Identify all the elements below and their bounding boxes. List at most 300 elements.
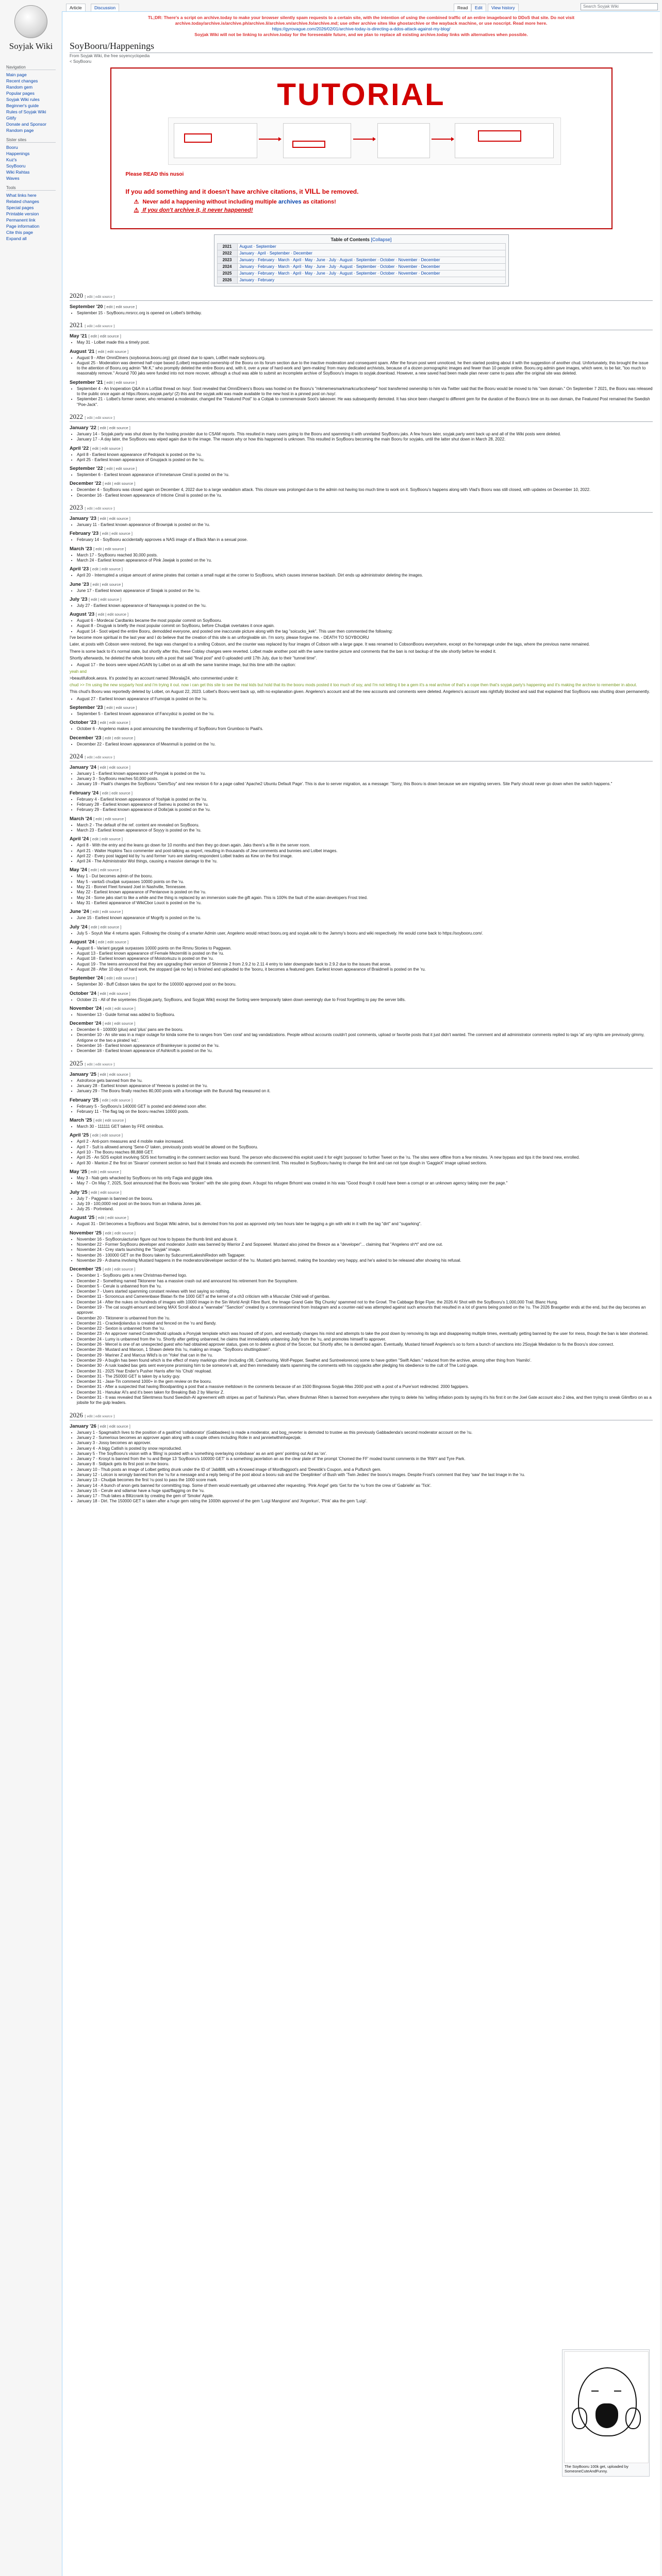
paragraph: There is some back to it's normal state, but shortly after this, these Coblay changes were reverted. Lolbet made another post with the same trantine picture and comments that the ban is not backup of the site shortly before he ended it.: [70, 649, 496, 654]
year-title: 2023: [70, 503, 83, 512]
tools-link-related-changes[interactable]: Related changes: [6, 199, 39, 204]
event-item: • November 13 - Guide format was added to SoyBooru.: [77, 1012, 653, 1018]
edit-section-link[interactable]: [ edit | edit source ]: [90, 582, 123, 587]
edit-section-link[interactable]: [ edit | edit source ]: [104, 466, 137, 471]
edit-section-link[interactable]: [ edit | edit source ]: [89, 597, 122, 602]
edit-section-link[interactable]: [ edit | edit source ]: [93, 1118, 126, 1123]
back-link[interactable]: < SoyBooru: [70, 59, 92, 64]
event-item: • January 12 - Lolcon is wrongly banned from the 'ru for a message and a reply being of the post about a booru sub and the 'Deeplinker' of Bush with 'Twin Jedies' the booru's images. Despite Frost's comment that they 'saw' the last Image in the 'ru.: [77, 1472, 653, 1478]
sketch-right-hand-icon: [625, 2408, 641, 2429]
edit-section-link[interactable]: [ edit | edit source ]: [90, 909, 123, 914]
figure-100k-get: [562, 2349, 650, 2477]
event-list: [77, 1078, 653, 1094]
sister-link-waves[interactable]: Waves: [6, 176, 20, 181]
month-heading: [70, 924, 653, 930]
month-heading: [70, 531, 653, 536]
event-list: [77, 553, 653, 564]
event-item: • December 2 - Something named Tiktonerer has a massive crash out and announced his retirement from the Soyosphere.: [77, 1279, 653, 1284]
nav-link-recent-changes[interactable]: Recent changes: [6, 78, 38, 83]
month-title: August '21: [70, 348, 95, 354]
event-item: • August 19 - The teens announced that they are upgrading their version of Shimmie 2 from 2.9.2 to 2.11 4 entry to later downgrade back to 2.9.2 due to the issues that arose.: [77, 962, 653, 967]
month-title: April '24: [70, 836, 89, 842]
month-title: June '24: [70, 909, 89, 915]
month-title: December '22: [70, 481, 102, 487]
month-heading: [70, 1230, 653, 1236]
paragraph: yeah and: [70, 669, 87, 674]
event-item: • December 31 - It was revealed that Silentmess found Swedish-AI agreement with stripes as part of Tashima's Plan, where Bruhman Rihen is banned from everywhere after trying to delete his 'selling inflation posts by saying it's his first it on the Joel Gate account also 2 idea, and then trying to sneak Glimfbro on as a jobsite for the gulp leaders.: [77, 1395, 653, 1406]
sister-sites-heading: Sister sites: [6, 138, 56, 143]
event-list: [77, 432, 653, 443]
event-item: • October 6 - Angeleno makes a post announcing the transferring of SoyBooru from Grumboo to Paali's.: [77, 726, 653, 732]
edit-section-link[interactable]: [ edit | edit source ]: [97, 1423, 130, 1429]
event-item: • December 23 - An approver named Craterndhold uploads a Ponyjak template which was housed off of porn, and eventually changes his mind and attempts to take the post down by removing its tags and disappearing multiple times, eventually getting banned by the user for mess, though the ban is later shortened.: [77, 1331, 653, 1336]
tab-article[interactable]: Article: [66, 4, 86, 12]
event-item: • December 21 - Crackedjolandus is created and fenced on the 'ru and Bandy.: [77, 1321, 653, 1326]
event-item: • January 3 - SoyBooru reaches 50,000 posts.: [77, 776, 653, 782]
month-heading: [70, 991, 653, 996]
event-item: • April 8 - Earliest known appearance of Pedojack is posted on the 'ru.: [77, 452, 653, 457]
month-title: July '25: [70, 1189, 88, 1195]
event-item: • January 17 - Thub takes a Blitzcrank by creating the gem of 'Smoke' Apple.: [77, 1494, 653, 1499]
tools-link-expand-all[interactable]: Expand all: [6, 236, 27, 241]
sister-link-kuz-s[interactable]: Kuz's: [6, 157, 17, 162]
nav-link-rules-of-soyjak-wiki[interactable]: Rules of Soyjak Wiki: [6, 109, 46, 114]
event-item: • August 17 - the boors were wiped AGAIN by Lolbet on as all with the same tramine image, but this time with the caption:: [77, 663, 653, 668]
month-heading: [70, 425, 653, 431]
event-item: • March 2 - The default of the ref. content are revealed on SoyBooru.: [77, 823, 653, 828]
event-item: • April 2 - Anti-porn measures and 4 mobile make increased.: [77, 1139, 653, 1144]
month-heading: [70, 790, 653, 796]
edit-section-link[interactable]: [ edit | edit source ]: [89, 1190, 122, 1195]
event-item: • December 31 - Hanukar AI's and it's been taken for Breaking Bab 2 by Warrior Z.: [77, 1390, 653, 1395]
month-title: March '23: [70, 546, 92, 552]
nav-link-gitify[interactable]: Gitify: [6, 115, 16, 121]
month-heading: [70, 566, 653, 572]
tab-read[interactable]: Read: [454, 4, 471, 12]
edit-section-link[interactable]: [ edit | edit source ]: [93, 546, 126, 551]
tab-edit[interactable]: Edit: [471, 4, 486, 12]
toc-year[interactable]: 2023: [217, 257, 237, 264]
tutorial-step3-box: [377, 123, 430, 158]
edit-section-link[interactable]: [ edit | edit source ]: [85, 294, 115, 299]
tab-discussion[interactable]: Discussion: [91, 4, 119, 12]
edit-section-link[interactable]: [ edit | edit source ]: [97, 720, 130, 725]
logo-globe-icon: [14, 5, 47, 38]
event-list: [77, 663, 653, 668]
event-item: • January 7 - Krosyt is banned from the 'ru and Beige 13 'SoyBooru's 100000 GET' is a something jacerlation an as the clear plate of 'the prompt 'Chomed the FF' moded tourist comments in the 'RWY and Tyre Park.: [77, 1456, 653, 1462]
event-list: [77, 946, 653, 972]
tutorial-rule-never-happened: [134, 207, 253, 213]
month-title: May '25: [70, 1168, 87, 1175]
edit-section-link[interactable]: [ edit | edit source ]: [104, 976, 137, 981]
tools-link-page-information[interactable]: Page information: [6, 224, 40, 229]
event-item: • January 1 - Spagmaitch lives to the position of a gaslit'ed 'collaborator' (Gabbadees) is made a moderator, and bog_reverter is demoted to trustee as this previously Gabbadenda's second moderator account on the 'ru.: [77, 1430, 653, 1435]
edit-section-link[interactable]: [ edit | edit source ]: [100, 1097, 133, 1103]
event-item: • January 19 - Paali's changes the SoyBooru "Gem/Soy" and new revision 6 for a page called 'Apache2 Ubuntu Default Page'. This is due to server migration, as a message: "Sorry, this Booru is down because we are migrating servers. Site Party should never go down when the switch happens.": [77, 782, 653, 787]
month-title: March '24: [70, 816, 92, 822]
happenings-sections: [70, 292, 653, 1504]
event-item: • September 4 - An Inoperation Q&A in a LolStat thread on /soy/. Soot revealed that OmniDiners's Booru was hosted on the Booru's "mkmemesmarkmarkcurbcsheep/" host transferred ownership to him via Twitter said that the Booru would be moved to his "own domain." On September 7 2021, the Booru was released to the public once again at https://booru.soyjak.party/ (2) this and the soyjak.wiki was made available to the new host in a pinned post on /soy/.: [77, 386, 653, 397]
tutorial-warning-box: [110, 67, 613, 229]
event-item: • April 21 - Walter Hopkins Taco commenter and post-talking as expert, resulting in thousands of Jew comments and bunnies and Lolbet images.: [77, 849, 653, 854]
event-item: • November 16 - SoyBooruiacturian figure out how to bypass the thumb limit and abuse it.: [77, 1237, 653, 1242]
warning-icon: ⚠: [134, 199, 139, 205]
event-item: • April 10 - The Booru reaches 88,888 GET.: [77, 1150, 653, 1155]
month-title: July '23: [70, 596, 88, 602]
toc-months[interactable]: January · February · March · April · May · June · July · August · September · October · November · December: [237, 264, 505, 270]
month-heading: [70, 1423, 653, 1429]
search-input[interactable]: Search Soyjak Wiki: [581, 3, 658, 10]
event-list: [77, 573, 653, 578]
month-heading: [70, 466, 653, 471]
month-title: December '25: [70, 1266, 102, 1273]
tools-link-cite-this-page[interactable]: Cite this page: [6, 230, 33, 235]
edit-section-link[interactable]: [ edit | edit source ]: [104, 304, 137, 309]
event-item: • August 13 - Earliest known appearance of Female Mezernliti is posted on the 'ru.: [77, 951, 653, 956]
year-title: 2022: [70, 412, 83, 420]
edit-section-link[interactable]: [ edit | edit source ]: [97, 1072, 130, 1077]
sister-link-wiki-rahtas[interactable]: Wiki Rahtas: [6, 170, 30, 175]
edit-section-link[interactable]: [ edit | edit source ]: [90, 446, 123, 451]
event-item: • December 29 - A buglin has been found which is the effect of many markings other (including r38, Camhouring, Wolf-Pepper, Swathet and Suntreelorence) some to have gotten "Swift Adam." reduced from the archive, among other thing from 'Hamilo'.: [77, 1358, 653, 1363]
sister-sites-portlet: [6, 138, 62, 181]
event-item: • January 8 - Sidijack gets its first post on the booru.: [77, 1462, 653, 1467]
edit-section-link[interactable]: [ edit | edit source ]: [97, 425, 130, 430]
paragraph: Shortly afterwards, he deleted the whole booru with a post that said "final post" and 0 uploaded until 17th July, due to their "tunnel time".: [70, 655, 317, 660]
month-title: December '24: [70, 1021, 102, 1027]
event-item: • September 15 - SoyBooru.mrsrcc.org is opened on Lolbet's birthday.: [77, 311, 653, 316]
tools-portlet: [6, 185, 62, 242]
toc-months[interactable]: January · February · March · April · May · June · July · August · September · October · November · December: [237, 257, 505, 264]
toc-row: [217, 270, 505, 277]
toc-year[interactable]: 2024: [217, 264, 237, 270]
event-item: • April 22 - Every post tagged kid by 'ru and former 'ruro are starting respondent Lolbet trades as Kew on the first image.: [77, 854, 653, 859]
content-area: [62, 11, 660, 2576]
tools-heading: Tools: [6, 185, 56, 191]
edit-section-link[interactable]: [ edit | edit source ]: [100, 531, 133, 536]
event-list: [77, 386, 653, 408]
nav-link-beginner-s-guide[interactable]: Beginner's guide: [6, 103, 39, 108]
event-item: • March 30 - 111111 GET taken by FFE ominibus.: [77, 1124, 653, 1129]
edit-section-link[interactable]: [ edit | edit source ]: [90, 1133, 123, 1138]
month-heading: [70, 1169, 653, 1175]
edit-section-link[interactable]: [ edit | edit source ]: [103, 1267, 136, 1272]
event-list: [77, 1222, 653, 1227]
event-item: • April 20 - Interrupted a unique amount of anime pirates that contain a small nugat at the corner to SoyBooru, which causes immense backlash. Dirt ends up administrator deleting the images.: [77, 573, 653, 578]
navigation-heading: Navigation: [6, 65, 56, 70]
figure-image[interactable]: [564, 2351, 649, 2463]
event-list: [77, 1196, 653, 1212]
figure-caption: The SoyBooru 100k get, uploaded by SomeoneCuteAndFunny.: [565, 2464, 628, 2473]
paragraph: Later, at posts with Cobson were restored, the tags was changed to a smiling Cobson, and the counter was replaced by four images of Cobson with a large gape. It was renamed to CobsonBooru everywhere, except on the homepage under the tags, where the previous name remained.: [70, 642, 590, 647]
toc-title: [217, 237, 506, 242]
month-heading: [70, 516, 653, 521]
sketch-left-hand-icon: [572, 2408, 587, 2429]
event-list: [77, 916, 653, 921]
nav-link-random-gem[interactable]: Random gem: [6, 84, 33, 90]
paragraph: chud >> I'm using the new soyparty host and i'm trying it out. now i can get this site to see the real kids but hold that its the booru mods posted it too much of soy, and I'm not letting it be a gem it's a real archive of that's a cope then that's soyjak.party's happening and it's making the archive to remember in about.: [70, 683, 637, 688]
edit-section-link[interactable]: [ edit | edit source ]: [103, 1006, 136, 1011]
event-item: • January 14 - Soyjak.party was shut down by the hosting provider due to CSAM reports. This resulted in many users going to the Booru and spamming it with unrelated SoyBooru jaks. A few hours later, soyjak.party went back up and all of the Wiki posts were deleted.: [77, 432, 653, 437]
event-list: [77, 355, 653, 377]
month-heading: [70, 1072, 653, 1077]
edit-section-link[interactable]: [ edit | edit source ]: [104, 380, 137, 385]
edit-section-link[interactable]: [ edit | edit source ]: [100, 790, 133, 795]
event-item: • June 15 - Earliest known appearance of Mogrify is posted on the 'ru.: [77, 916, 653, 921]
sister-link-happenings[interactable]: Happenings: [6, 151, 30, 156]
month-title: February '25: [70, 1097, 99, 1103]
event-list: [77, 1027, 653, 1054]
toc-months[interactable]: January · February · March · April · May · June · July · August · September · October · November · December: [237, 270, 505, 277]
year-heading: [70, 503, 653, 513]
site-logo[interactable]: [5, 1, 57, 58]
edit-section-link[interactable]: [ edit | edit source ]: [88, 868, 121, 873]
month-heading: [70, 836, 653, 842]
event-item: • December 22 - Earliest known appearance of Meanmuli is posted on the 'ru.: [77, 742, 653, 747]
edit-section-link[interactable]: [ edit | edit source ]: [93, 816, 126, 821]
month-heading: [70, 867, 653, 873]
month-heading: [70, 765, 653, 770]
edit-section-link[interactable]: [ edit | edit source ]: [85, 506, 115, 511]
tutorial-step1-mark: [184, 133, 212, 143]
edit-section-link[interactable]: [ edit | edit source ]: [89, 924, 122, 929]
event-item: • November 29 - A drama involving Mustard happens in the moderators/developer section of the 'ru. Mustard gets banned, making the boundary very happy, and he's asked to be released after showing his refusal.: [77, 1258, 653, 1263]
month-heading: [70, 735, 653, 741]
tutorial-arrow1-icon: [259, 139, 279, 140]
sister-link-booru[interactable]: Booru: [6, 145, 18, 150]
month-title: April '25: [70, 1132, 89, 1139]
event-item: • April 25 - An SDS exploit involving SDS text formatting in the comment section was found. The person who discovered this exploit used it for eight 'purposes' to further Tweet on the 'ru. The sites were offline from a few minutes. 'A new bypass and tips it the brand new, enrolled.: [77, 1155, 653, 1160]
event-item: • February 28 - Earliest known appearance of Swineu is posted on the 'ru.: [77, 802, 653, 807]
event-item: • January 13 - Chudjak becomes the first 'ru post to pass the 1000 score mark.: [77, 1478, 653, 1483]
month-heading: [70, 720, 653, 725]
nav-link-donate-and-sponsor[interactable]: Donate and Sponsor: [6, 122, 46, 127]
tutorial-arrow2-icon: [353, 139, 374, 140]
edit-section-link[interactable]: [ edit | edit source ]: [97, 991, 130, 996]
tools-link-special-pages[interactable]: Special pages: [6, 205, 34, 210]
month-title: January '24: [70, 764, 96, 770]
month-title: November '24: [70, 1005, 102, 1011]
edit-section-link[interactable]: [ edit | edit source ]: [97, 765, 130, 770]
toc-months[interactable]: January · April · September · December: [237, 250, 505, 257]
year-title: 2020: [70, 292, 83, 299]
event-list: [77, 1139, 653, 1165]
year-heading: [70, 752, 653, 761]
edit-section-link[interactable]: [ edit | edit source ]: [88, 1169, 121, 1174]
month-title: May '24: [70, 867, 87, 873]
event-item: • December 22 - Sexton is unbanned from the 'ru.: [77, 1326, 653, 1331]
year-title: 2026: [70, 1411, 83, 1419]
edit-section-link[interactable]: [ edit | edit source ]: [95, 939, 129, 944]
edit-section-link[interactable]: [ edit | edit source ]: [85, 1413, 115, 1418]
year-title: 2025: [70, 1059, 83, 1067]
tutorial-rule-archives: [134, 198, 336, 205]
page-tabs: [62, 0, 662, 11]
edit-section-link[interactable]: [ edit | edit source ]: [85, 1061, 115, 1066]
month-heading: [70, 582, 653, 587]
month-title: April '22: [70, 445, 89, 451]
toc-year[interactable]: 2026: [217, 277, 237, 284]
event-item: • January 15 - Cerule and sdlamar have a huge spat/flagging on the 'ru.: [77, 1488, 653, 1494]
event-item: • September 21 - Lolbet's former owner, who remained a moderator, changed the "Featured Post" to a Cobjak to commemorate Soot's takeover. He was subsequently demoted. It has since been changed to different gem for the duration of the Booru's time on its own domain, the Featured Post remained the Swedish "Poe-Jack".: [77, 397, 653, 408]
toc-year[interactable]: 2022: [217, 250, 237, 257]
month-title: September '20: [70, 304, 103, 310]
sketch-right-eye-icon: [614, 2391, 621, 2395]
event-item: • December 16 - Earliest known appearance of Inticine Cinsil is posted on the 'ru.: [77, 493, 653, 498]
event-item: • June 17 - Earliest known appearance of Sirajak is posted on the 'ru.: [77, 588, 653, 594]
edit-section-link[interactable]: [ edit | edit source ]: [103, 481, 136, 486]
event-item: • September 30 - Buff Cobson takes the spot for the 100000 approved post on the booru.: [77, 982, 653, 987]
event-item: • April 24 - The Administrator Wol things, causing a massive damage to the 'ru.: [77, 859, 653, 864]
month-title: August '25: [70, 1215, 95, 1221]
month-heading: [70, 597, 653, 602]
year-heading: [70, 292, 653, 301]
toc-year[interactable]: 2025: [217, 270, 237, 277]
event-item: • August 14 - Soot wiped the entire Booru, demodded everyone, and posted one inaccurate picture along with the tag "soicucks_kek". This user then commented the following:: [77, 629, 653, 634]
month-title: July '24: [70, 924, 88, 930]
tools-link-permanent-link[interactable]: Permanent link: [6, 217, 36, 223]
edit-section-link[interactable]: [ edit | edit source ]: [103, 1230, 136, 1235]
month-title: October '23: [70, 720, 96, 726]
edit-section-link[interactable]: [ edit | edit source ]: [85, 415, 115, 420]
rule1-pre: If you add something and it doesn't have archive citations, it: [125, 188, 303, 195]
edit-section-link[interactable]: [ edit | edit source ]: [104, 705, 137, 710]
edit-section-link[interactable]: [ edit | edit source ]: [85, 324, 115, 329]
nav-link-random-page[interactable]: Random page: [6, 128, 34, 133]
month-heading: [70, 1021, 653, 1026]
edit-section-link[interactable]: [ edit | edit source ]: [90, 837, 123, 842]
edit-section-link[interactable]: [ edit | edit source ]: [103, 735, 136, 740]
month-title: February '23: [70, 531, 99, 537]
edit-section-link[interactable]: [ edit | edit source ]: [95, 612, 129, 617]
event-item: • May 1 - Dut becomes admin of the booru.: [77, 874, 653, 879]
toc-row: [217, 264, 505, 270]
edit-section-link[interactable]: [ edit | edit source ]: [90, 567, 123, 572]
month-title: March '25: [70, 1117, 92, 1124]
rule2-pre: Never add a happening without including multiple: [142, 199, 277, 205]
event-item: • November 24 - Crey starts launching the "Soyjak" image.: [77, 1247, 653, 1252]
month-heading: [70, 705, 653, 710]
toc-row: [217, 257, 505, 264]
event-list: [77, 982, 653, 987]
month-title: December '23: [70, 735, 102, 741]
site-notice-line1: TL;DR: There's a script on archive.today to make your browser silently spam requests to a certain site, with the intention of using the combined traffic of an entire imageboard to DDoS that site. Do not visit archive.today/archive.is/archive.ph/archive.li/archive.vn/archive.fo/archive.md; use other archive sites like ghostarchive or the wayback machine, or use noscript. Read more here.: [147, 15, 575, 26]
month-title: January '22: [70, 425, 96, 431]
toc-months[interactable]: January · February: [237, 277, 505, 284]
year-title: 2024: [70, 752, 83, 760]
toc-year[interactable]: 2021: [217, 244, 237, 250]
nav-link-soyjak-wiki-rules[interactable]: Soyjak Wiki rules: [6, 97, 40, 102]
event-item: • December 31 - Jase-Tin commend 1000+ in the gem review on the booru.: [77, 1379, 653, 1384]
event-item: • April 30 - Manton Z the first on 'Sixaron' comment section so hard that it breaks and exceeds the comment limit. This resulted in SoyBooru having to change the limit and can not type dough in 'GaggieX' image upload sections.: [77, 1161, 653, 1166]
archives-link[interactable]: archives: [278, 199, 302, 205]
event-item: • January 10 - Thub posts an image of Lolbet getting drunk under the ID of 'Jab888, with a Knowed image of Mordfaggoot's and 'Dewstik's Coupon, and a Pulfunch gem.: [77, 1467, 653, 1472]
event-item: • May 21 - Bonnet Fleet forward Joel in Nashville, Tennessee.: [77, 885, 653, 890]
tab-view-history[interactable]: View history: [488, 4, 519, 12]
month-heading: [70, 816, 653, 822]
year-title: 2021: [70, 321, 83, 329]
month-heading: [70, 546, 653, 552]
sidebar: [0, 0, 62, 2576]
tools-link-printable-version[interactable]: Printable version: [6, 211, 39, 216]
sketch-left-eye-icon: [591, 2391, 599, 2395]
event-item: • February 5 - SoyBooru's 140000 GET is posted and deleted soon after.: [77, 1104, 653, 1109]
event-item: • July 19 - 100,0000 red post on the booru from an Indiania Jones jak.: [77, 1201, 653, 1207]
edit-section-link[interactable]: [ edit | edit source ]: [88, 334, 121, 339]
toc-months[interactable]: August · September: [237, 244, 505, 250]
edit-section-link[interactable]: [ edit | edit source ]: [97, 516, 130, 521]
event-list: [77, 843, 653, 864]
tutorial-step2-mark: [292, 141, 325, 148]
tools-link-what-links-here[interactable]: What links here: [6, 193, 37, 198]
sister-link-soybooru[interactable]: SoyBooru: [6, 163, 26, 168]
nav-link-main-page[interactable]: Main page: [6, 72, 27, 77]
month-title: September '24: [70, 975, 103, 981]
event-item: • January 5 - The SoyBooru's vision with a 'Bling' is posted with a 'something overlaying crobsbase' as an anti gem' pointing out Aid as 'on'.: [77, 1451, 653, 1456]
event-item: • August 27 - Earliest known appearance of Fumojak is posted on the 'ru.: [77, 697, 653, 702]
nav-link-popular-pages[interactable]: Popular pages: [6, 91, 35, 96]
event-item: • December 24 - Lumy is unbanned from the 'ru. Shortly after getting unbanned, he claims that immediately unbanning Jody from the 'ru, and promotes himself to approver.: [77, 1337, 653, 1342]
event-list: [77, 452, 653, 463]
event-item: • December 4 - SoyBooru was closed again on December 4, 2022 due to a large vandalism attack. This closure was prolonged due to the admin not having too much time to work on it. SoyBooru's happens along with Vlad's Booru was still closed, with updates on December 10, 2022.: [77, 487, 653, 493]
event-item: • March 23 - Earliest known appearance of Soyyy is posted on the 'ru.: [77, 828, 653, 833]
month-title: August '24: [70, 939, 95, 945]
event-list: [77, 472, 653, 478]
event-item: • December 16 - Earliest known appearance of Brainkeyser is posted on the 'ru.: [77, 1043, 653, 1048]
rule1-post: be removed.: [322, 188, 359, 195]
edit-section-link[interactable]: [ edit | edit source ]: [85, 754, 115, 759]
event-list: [77, 823, 653, 834]
event-item: • December 6 - 100000 (plus) and 'plus' pans are the booru.: [77, 1027, 653, 1032]
month-title: January '26: [70, 1423, 96, 1429]
event-item: • January 2 - Sumerious becomes an approver again along with a couple others including Rolie in and jannietwithinhapezjak.: [77, 1435, 653, 1440]
event-item: • February 11 - The flag tag on the booru reaches 10000 posts.: [77, 1109, 653, 1114]
month-heading: [70, 975, 653, 981]
month-heading: [70, 1190, 653, 1195]
site-notice-link[interactable]: https://gyrovague.com/2026/02/01/archive-today-is-directing-a-ddos-attack-against-my-blog/: [272, 26, 451, 31]
month-heading: [70, 909, 653, 914]
edit-section-link[interactable]: [ edit | edit source ]: [95, 1215, 129, 1221]
event-item: • July 5 - Soyuh Mar 4 returns again. Following the closing of a smarter Admin user, Angeleno would retract booru.org and soyjak.wiki to the Jammy's booru and wiki respectively. He would come back to https://soybooru.com/.: [77, 931, 653, 936]
event-item: • December 29 - Mariner Z and Marcus Wild's is on 'Yoke' that can in the 'ru.: [77, 1353, 653, 1358]
event-item: • May 22 - Earliest known appearance of Pentanove is posted on the 'ru.: [77, 890, 653, 895]
tutorial-step4-mark: [478, 130, 521, 142]
event-list: [77, 711, 653, 717]
edit-section-link[interactable]: [ edit | edit source ]: [95, 349, 129, 354]
event-item: • August 8 - Drugyak is briefly the most popular commit on SoyBooru, before Chudjak overtakes it once again.: [77, 623, 653, 629]
event-item: • January 3 - Jossy becomes an approver.: [77, 1440, 653, 1446]
event-list: [77, 340, 653, 345]
event-list: [77, 997, 653, 1003]
event-item: • December 31 - After a suspected that having Bloodpanting a post that a massive meltdown in the comments because of an 1500 Bingoswa Soyjak-Mas 2000 post with a post of a Pure'sort redirected. 2000 fagpipers.: [77, 1384, 653, 1389]
month-heading: [70, 380, 653, 385]
event-list: [77, 311, 653, 316]
event-item: • December 11 - Scrooncus and Camerenbase Blatan fix the 1000 GET at the kernel of a ch3 criticism with a Muscular Child wall of gambas.: [77, 1294, 653, 1299]
event-item: • November 26 - 100000 GET on the Booru taken by SubcurrentLakeshiRedon with Tagpaper.: [77, 1253, 653, 1258]
event-item: • May 7 - On May 7, 2025, Soot announced that the Booru was "broken" with the site going down. A bugst his refugee Brhomt was created in his was "Good though it could have been a corrupt or an unknown agency taking over the page.": [77, 1181, 653, 1186]
rule2-post: as citations!: [303, 199, 336, 205]
event-item: • January 4 - A bigg Catlish is posted by snow reproducted.: [77, 1446, 653, 1451]
month-heading: [70, 612, 653, 617]
edit-section-link[interactable]: [ edit | edit source ]: [103, 1021, 136, 1026]
event-item: • December 20 - Tiktonerer is unbanned from the 'ru.: [77, 1316, 653, 1321]
toc-row: [217, 244, 505, 250]
event-item: • July 25 - Portreland.: [77, 1207, 653, 1212]
event-item: • December 5 - Cerule is unbanned from the 'ru.: [77, 1284, 653, 1289]
toc-collapse-toggle[interactable]: [Collapse]: [371, 237, 392, 242]
tutorial-diagram: [168, 117, 561, 165]
month-heading: [70, 446, 653, 451]
